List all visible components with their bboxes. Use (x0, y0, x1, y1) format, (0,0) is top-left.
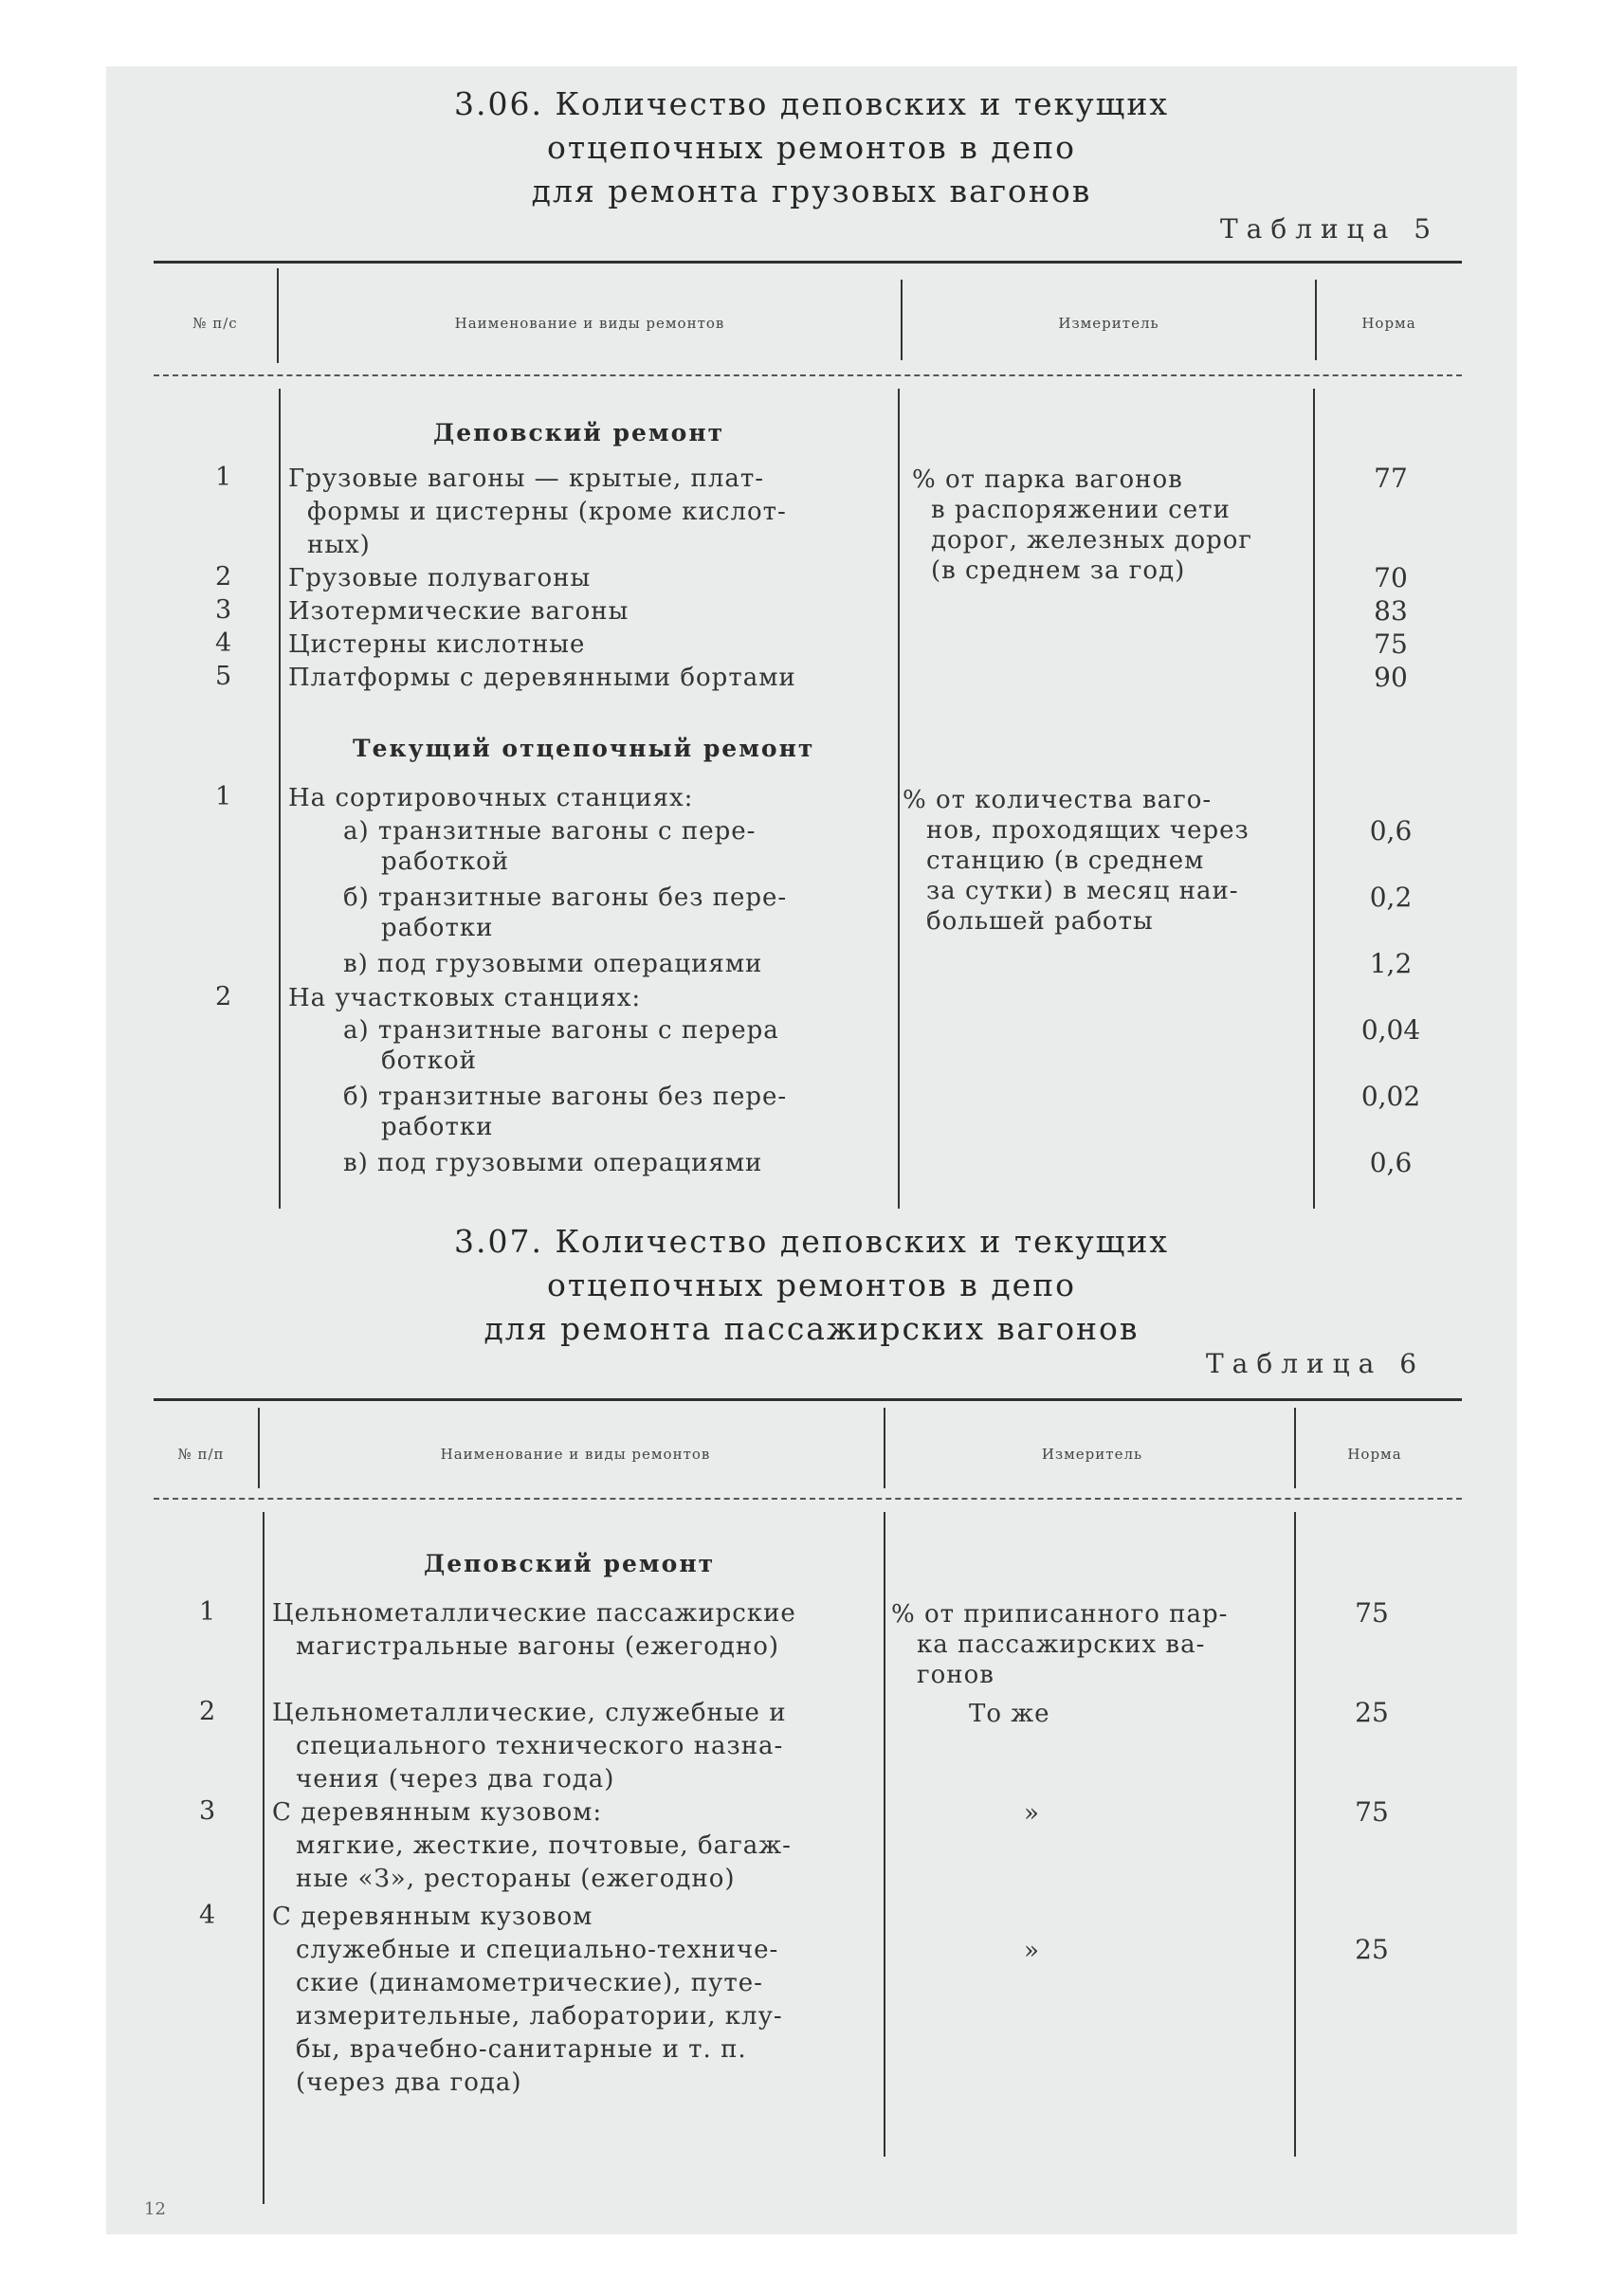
row-num: 4 (215, 628, 232, 658)
measure-text: % от количества ваго- (903, 786, 1213, 814)
row-text: (через два года) (296, 2068, 522, 2097)
table6-header-norm: Норма (1347, 1446, 1402, 1463)
table5-label: Таблица 5 (1220, 213, 1440, 245)
row-text: служебные и специально-техниче- (296, 1936, 779, 1964)
row-num: 2 (215, 562, 232, 592)
row-text: работкой (381, 847, 510, 876)
row-text: боткой (381, 1047, 477, 1075)
measure-text: нов, проходящих через (926, 816, 1250, 845)
row-norm: 1,2 (1369, 948, 1413, 979)
row-num: 2 (199, 1697, 216, 1726)
table6-title-line2: отцепочных ремонтов в депо (546, 1266, 1077, 1303)
table6-title-line1: 3.07. Количество деповских и текущих (454, 1223, 1169, 1260)
row-text: ские (динамометрические), путе- (296, 1969, 763, 1997)
measure-text: % от приписанного пар- (891, 1600, 1229, 1629)
row-text: Грузовые полувагоны (288, 564, 592, 592)
table5-header-rule (154, 374, 1462, 376)
measure-text: » (1024, 1937, 1040, 1965)
row-text: б) транзитные вагоны без пере- (343, 883, 788, 912)
row-norm: 75 (1355, 1796, 1389, 1828)
row-text: магистральные вагоны (ежегодно) (296, 1632, 780, 1661)
table5-header-norm: Норма (1361, 315, 1416, 332)
measure-text: » (1024, 1799, 1040, 1828)
row-text: Грузовые вагоны — крытые, плат- (288, 464, 765, 493)
table5-title-line2: отцепочных ремонтов в депо (546, 129, 1077, 166)
table5-header-measure: Измеритель (1058, 315, 1159, 332)
row-num: 1 (215, 782, 232, 811)
row-norm: 0,2 (1369, 882, 1413, 913)
table5-header-name: Наименование и виды ремонтов (454, 315, 725, 332)
row-norm: 0,6 (1369, 1147, 1413, 1178)
table5-section-depot: Деповский ремонт (433, 419, 725, 446)
row-text: Изотермические вагоны (288, 597, 630, 626)
row-text: С деревянным кузовом: (272, 1798, 603, 1827)
table5-top-rule (154, 261, 1462, 264)
table6-header-num: № п/п (177, 1446, 225, 1463)
row-norm: 75 (1374, 628, 1408, 660)
table5-header-num: № п/с (192, 315, 238, 332)
row-text: Цельнометаллические, служебные и (272, 1699, 787, 1727)
table6-section-depot: Деповский ремонт (424, 1550, 716, 1577)
row-text: в) под грузовыми операциями (343, 950, 763, 978)
row-norm: 83 (1374, 595, 1408, 627)
measure-text: за сутки) в месяц наи- (926, 877, 1239, 905)
row-text: чения (через два года) (296, 1765, 615, 1794)
row-norm: 0,6 (1369, 815, 1413, 847)
table5-section-current: Текущий отцепочный ремонт (353, 735, 815, 762)
row-norm: 75 (1355, 1597, 1389, 1629)
measure-text: большей работы (926, 907, 1154, 936)
row-text: а) транзитные вагоны с пере- (343, 817, 757, 846)
row-text: в) под грузовыми операциями (343, 1149, 763, 1177)
measure-text: дорог, железных дорог (931, 526, 1253, 555)
row-text: работки (381, 1113, 494, 1141)
page-number: 12 (144, 2199, 166, 2219)
row-text: На участковых станциях: (288, 984, 642, 1012)
row-text: ных) (307, 531, 371, 559)
table5-title-line1: 3.06. Количество деповских и текущих (454, 85, 1169, 122)
row-text: б) транзитные вагоны без пере- (343, 1083, 788, 1111)
table6-title-line3: для ремонта пассажирских вагонов (484, 1310, 1140, 1347)
row-norm: 77 (1374, 463, 1408, 494)
row-num: 4 (199, 1901, 216, 1930)
row-text: мягкие, жесткие, почтовые, багаж- (296, 1831, 792, 1860)
row-text: На сортировочных станциях: (288, 784, 694, 812)
row-text: Цельнометаллические пассажирские (272, 1599, 796, 1628)
row-num: 1 (215, 463, 232, 492)
row-text: С деревянным кузовом (272, 1903, 593, 1931)
row-text: ные «З», рестораны (ежегодно) (296, 1865, 736, 1893)
row-text: бы, врачебно-санитарные и т. п. (296, 2035, 747, 2064)
measure-text: % от парка вагонов (912, 465, 1183, 494)
table6-header-measure: Измеритель (1041, 1446, 1143, 1463)
measure-text: (в среднем за год) (931, 556, 1186, 585)
row-norm: 0,04 (1360, 1014, 1421, 1046)
measure-text: в распоряжении сети (931, 496, 1231, 524)
row-text: Цистерны кислотные (288, 630, 586, 659)
table6-header-rule (154, 1498, 1462, 1500)
row-norm: 0,02 (1360, 1081, 1421, 1112)
scanned-page (106, 66, 1517, 2234)
table5-title-line3: для ремонта грузовых вагонов (531, 173, 1092, 209)
measure-text: То же (969, 1700, 1050, 1728)
row-text: формы и цистерны (кроме кислот- (307, 498, 787, 526)
row-text: Платформы с деревянными бортами (288, 664, 796, 692)
row-text: работки (381, 914, 494, 942)
row-num: 3 (215, 595, 232, 625)
row-num: 5 (215, 662, 232, 691)
row-num: 3 (199, 1796, 216, 1826)
row-norm: 90 (1374, 662, 1408, 693)
row-text: специального технического назна- (296, 1732, 784, 1760)
table6-label: Таблица 6 (1206, 1348, 1426, 1379)
row-norm: 25 (1355, 1934, 1389, 1965)
measure-text: ка пассажирских ва- (917, 1630, 1206, 1659)
row-text: измерительные, лаборатории, клу- (296, 2002, 783, 2031)
measure-text: гонов (917, 1661, 994, 1689)
table6-header-name: Наименование и виды ремонтов (440, 1446, 711, 1463)
row-num: 2 (215, 982, 232, 1011)
table6-top-rule (154, 1398, 1462, 1401)
row-num: 1 (199, 1597, 216, 1627)
measure-text: станцию (в среднем (926, 847, 1205, 875)
row-norm: 70 (1374, 562, 1408, 593)
row-norm: 25 (1355, 1697, 1389, 1728)
row-text: а) транзитные вагоны с перера (343, 1016, 779, 1045)
